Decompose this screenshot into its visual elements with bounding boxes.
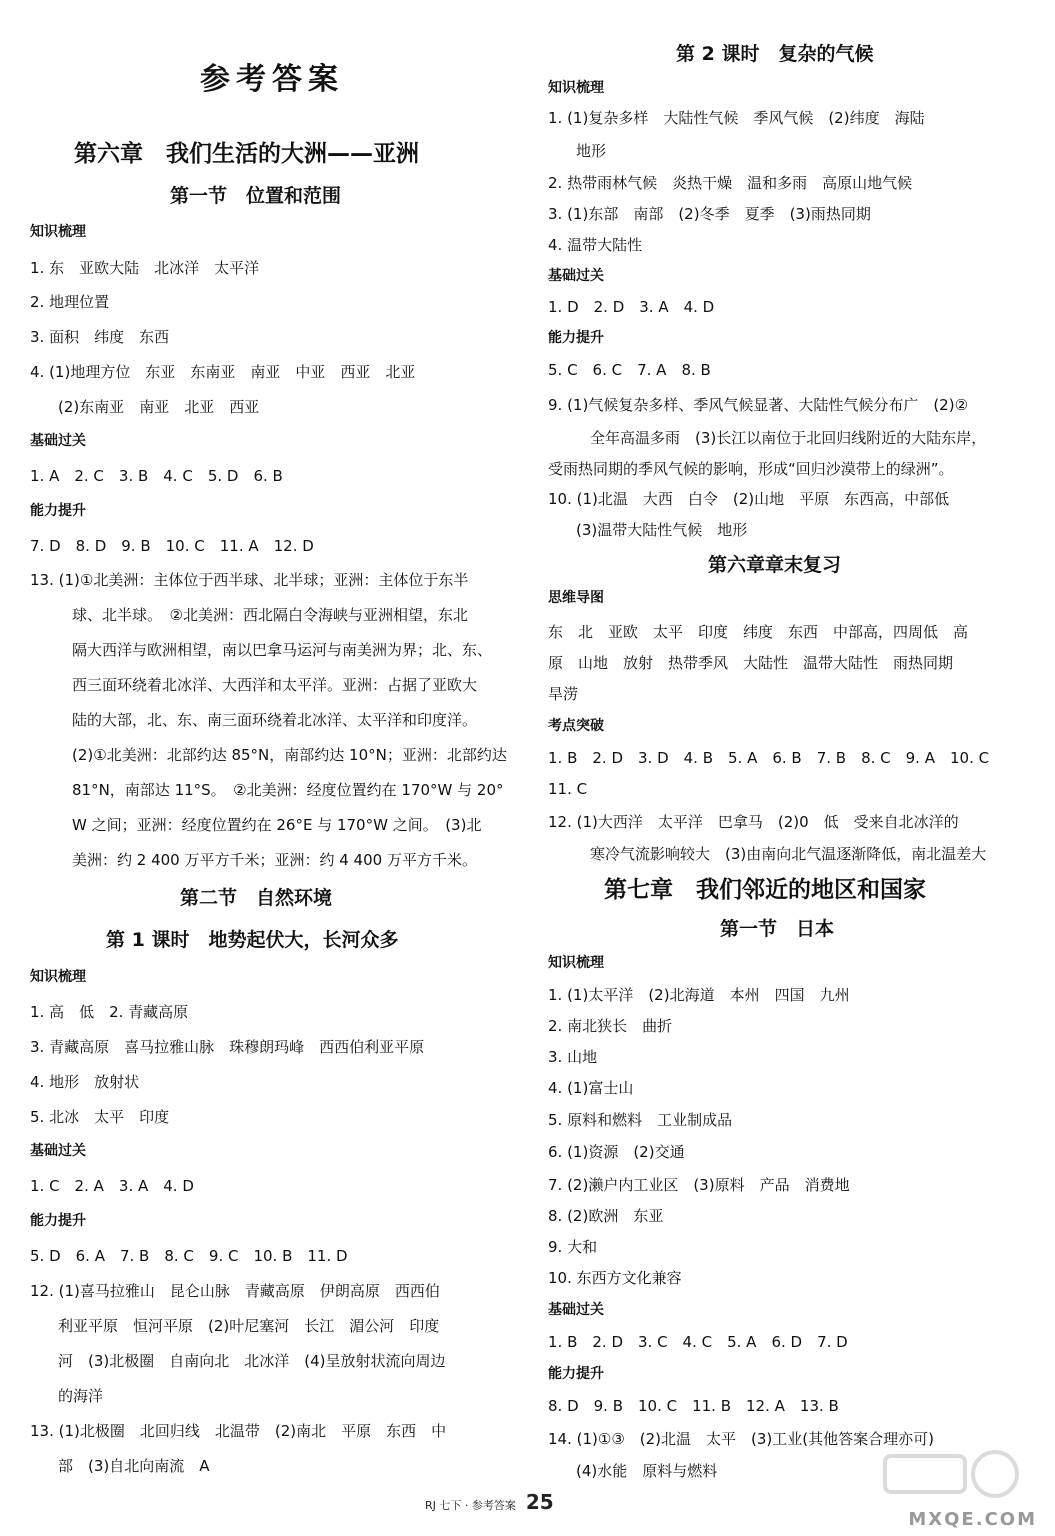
answer-line: W 之间；亚洲：经度位置约在 26°E 与 170°W 之间。 (3)北: [72, 816, 482, 834]
section-label: 能力提升: [548, 1366, 604, 1382]
answer-line: 西三面环绕着北冰洋、大西洋和太平洋。亚洲：占据了亚欧大: [72, 676, 478, 694]
answer-line: 地形: [576, 142, 607, 160]
answer-line: 1. 东 亚欧大陆 北冰洋 太平洋: [30, 259, 260, 277]
answer-line: (2)①北美洲：北部约达 85°N，南部约达 10°N；亚洲：北部约达: [72, 746, 507, 764]
answer-line: 5. 原料和燃料 工业制成品: [548, 1111, 733, 1129]
answer-line: (3)温带大陆性气候 地形: [576, 521, 748, 539]
section-label: 知识梳理: [30, 969, 86, 985]
answer-line: 4. (1)地理方位 东亚 东南亚 南亚 中亚 西亚 北亚: [30, 363, 416, 381]
answer-line: 受雨热同期的季风气候的影响，形成“回归沙漠带上的绿洲”。: [548, 460, 954, 478]
answer-line: 利亚平原 恒河平原 (2)叶尼塞河 长江 湄公河 印度: [58, 1317, 440, 1335]
answer-line: 1. A 2. C 3. B 4. C 5. D 6. B: [30, 467, 283, 485]
answer-line: 81°N，南部达 11°S。 ②北美洲：经度位置约在 170°W 与 20°: [72, 781, 504, 799]
answer-line: 10. (1)北温 大西 白令 (2)山地 平原 东西高，中部低: [548, 490, 950, 508]
answer-line: 12. (1)喜马拉雅山 昆仑山脉 青藏高原 伊朗高原 西西伯: [30, 1282, 440, 1300]
answer-line: 6. (1)资源 (2)交通: [548, 1143, 685, 1161]
answer-line: 部 (3)自北向南流 A: [58, 1457, 210, 1475]
page-title: 参考答案: [200, 62, 344, 97]
answer-line: 1. 高 低 2. 青藏高原: [30, 1003, 189, 1021]
section-label: 知识梳理: [548, 955, 604, 971]
answer-line: 1. (1)复杂多样 大陆性气候 季风气候 (2)纬度 海陆: [548, 109, 925, 127]
answer-line: 5. C 6. C 7. A 8. B: [548, 361, 711, 379]
answer-line: (4)水能 原料与燃料: [576, 1462, 718, 1480]
answer-line: 5. D 6. A 7. B 8. C 9. C 10. B 11. D: [30, 1247, 348, 1265]
section-label: 能力提升: [30, 1213, 86, 1229]
footer-label: RJ 七下 · 参考答案: [425, 1499, 516, 1512]
answer-line: 1. D 2. D 3. A 4. D: [548, 298, 715, 316]
answer-line: 旱涝: [548, 685, 579, 703]
answer-line: 9. 大和: [548, 1238, 598, 1256]
answer-line: 陆的大部，北、东、南三面环绕着北冰洋、太平洋和印度洋。: [72, 711, 478, 729]
answer-line: 5. 北冰 太平 印度: [30, 1108, 170, 1126]
answer-line: 隔大西洋与欧洲相望，南以巴拿马运河与南美洲为界；北、东、: [72, 641, 493, 659]
answer-line: 13. (1)北极圈 北回归线 北温带 (2)南北 平原 东西 中: [30, 1422, 447, 1440]
section-label: 能力提升: [30, 503, 86, 519]
answer-line: 11. C: [548, 780, 588, 798]
answer-line: 2. 地理位置: [30, 293, 110, 311]
section-label: 思维导图: [548, 590, 604, 606]
answer-line: 8. (2)欧洲 东亚: [548, 1207, 664, 1225]
answer-line: 原 山地 放射 热带季风 大陆性 温带大陆性 雨热同期: [548, 654, 954, 672]
section-label: 基础过关: [30, 1143, 86, 1159]
chapter7-title: 第七章 我们邻近的地区和国家: [604, 877, 926, 903]
lesson2-title: 第 2 课时 复杂的气候: [676, 43, 874, 65]
section-label: 知识梳理: [548, 80, 604, 96]
review-title: 第六章章末复习: [708, 554, 842, 576]
page-number: 25: [525, 1490, 554, 1514]
answer-line: 1. (1)太平洋 (2)北海道 本州 四国 九州: [548, 986, 850, 1004]
answer-line: 全年高温多雨 (3)长江以南位于北回归线附近的大陆东岸，: [590, 429, 987, 447]
answer-line: 球、北半球。 ②北美洲：西北隔白令海峡与亚洲相望，东北: [72, 606, 468, 624]
answer-line: 的海洋: [58, 1387, 104, 1405]
answer-line: 7. (2)濑户内工业区 (3)原料 产品 消费地: [548, 1176, 850, 1194]
answer-line: 1. C 2. A 3. A 4. D: [30, 1177, 194, 1195]
answer-line: 1. B 2. D 3. C 4. C 5. A 6. D 7. D: [548, 1333, 848, 1351]
answer-line: 4. (1)富士山: [548, 1079, 634, 1097]
answer-line: 4. 地形 放射状: [30, 1073, 140, 1091]
answer-line: 寒冷气流影响较大 (3)由南向北气温逐渐降低，南北温差大: [590, 845, 987, 863]
section-label: 基础过关: [548, 268, 604, 284]
answer-line: 2. 热带雨林气候 炎热干燥 温和多雨 高原山地气候: [548, 174, 913, 192]
answer-line: 3. 山地: [548, 1048, 598, 1066]
section-label: 能力提升: [548, 330, 604, 346]
answer-line: 14. (1)①③ (2)北温 太平 (3)工业(其他答案合理亦可): [548, 1430, 934, 1448]
answer-line: 12. (1)大西洋 太平洋 巴拿马 (2)0 低 受来自北冰洋的: [548, 813, 959, 831]
section-label: 考点突破: [548, 718, 604, 734]
answer-line: 1. B 2. D 3. D 4. B 5. A 6. B 7. B 8. C 9. A 10. C: [548, 749, 990, 767]
section-label: 知识梳理: [30, 224, 86, 240]
answer-line: 美洲：约 2 400 万平方千米；亚洲：约 4 400 万平方千米。: [72, 851, 477, 869]
answer-line: (2)东南亚 南亚 北亚 西亚: [58, 398, 260, 416]
c7-section1-title: 第一节 日本: [720, 918, 835, 940]
answer-line: 3. (1)东部 南部 (2)冬季 夏季 (3)雨热同期: [548, 205, 871, 223]
answer-line: 2. 南北狭长 曲折: [548, 1017, 673, 1035]
section-label: 基础过关: [548, 1302, 604, 1318]
watermark-text: MXQE.COM: [908, 1509, 1037, 1530]
answer-line: 9. (1)气候复杂多样、季风气候显著、大陆性气候分布广 (2)②: [548, 396, 969, 414]
answer-line: 东 北 亚欧 太平 印度 纬度 东西 中部高，四周低 高: [548, 623, 969, 641]
lesson1-title: 第 1 课时 地势起伏大，长河众多: [106, 929, 399, 951]
answer-line: 3. 面积 纬度 东西: [30, 328, 170, 346]
answer-line: 8. D 9. B 10. C 11. B 12. A 13. B: [548, 1397, 839, 1415]
section-label: 基础过关: [30, 433, 86, 449]
answer-line: 13. (1)①北美洲：主体位于西半球、北半球；亚洲：主体位于东半: [30, 571, 469, 589]
answer-line: 3. 青藏高原 喜马拉雅山脉 珠穆朗玛峰 西西伯利亚平原: [30, 1038, 425, 1056]
section1-title: 第一节 位置和范围: [170, 185, 342, 207]
chapter6-title: 第六章 我们生活的大洲——亚洲: [74, 141, 419, 167]
section2-title: 第二节 自然环境: [180, 887, 333, 909]
answer-line: 4. 温带大陆性: [548, 236, 643, 254]
answer-line: 7. D 8. D 9. B 10. C 11. A 12. D: [30, 537, 314, 555]
answer-line: 河 (3)北极圈 自南向北 北冰洋 (4)呈放射状流向周边: [58, 1352, 446, 1370]
answer-line: 10. 东西方文化兼容: [548, 1269, 682, 1287]
page-footer: [425, 1490, 554, 1514]
